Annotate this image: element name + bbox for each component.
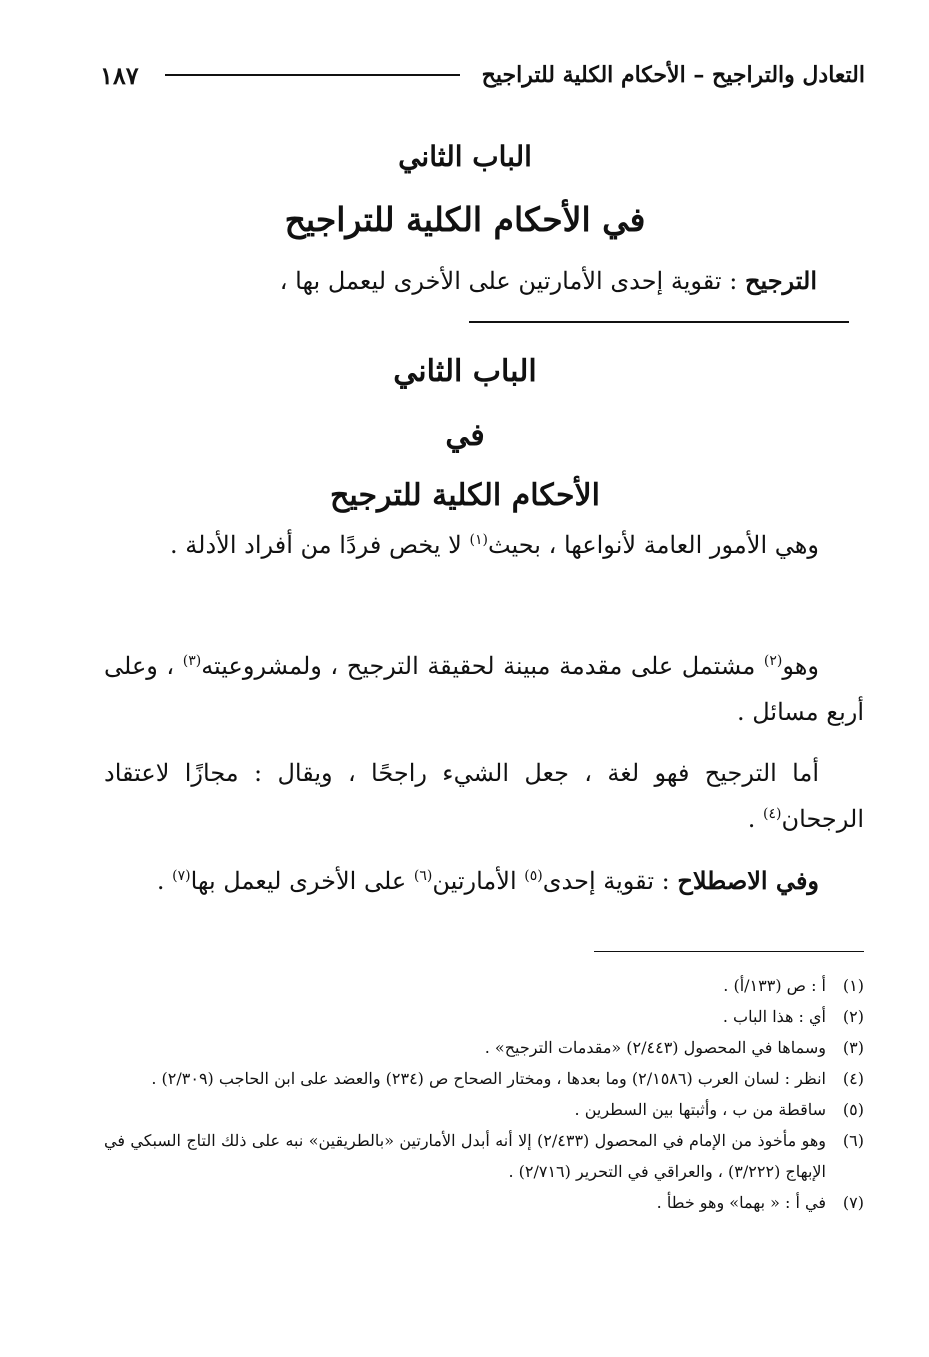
section-chapter-heading: الباب الثاني [393,354,537,389]
footnote-ref-4: (٤) [763,806,782,822]
footnote [104,1001,864,1032]
paragraph-3 [104,750,864,842]
p1-text-b: لا يخص فردًا من أفراد الأدلة . [170,531,470,559]
footnote-ref-6: (٦) [413,868,433,884]
footnote-text: ساقطة من ب ، وأثبتها بين السطرين . [574,1100,826,1119]
footnote-number: (٢) [842,1007,864,1026]
footnote [104,1125,864,1187]
margin-note-term: الترجيح [744,266,817,295]
p4-text-c: على الأخرى ليعمل بها [190,867,414,895]
paragraph-4 [104,858,864,904]
footnote-number: (١) [842,976,864,995]
footnote-text: في أ : « بهما» وهو خطأ . [656,1193,826,1212]
footnote-ref-2: (٢) [763,653,783,669]
p4-text-a: : تقوية إحدى [542,867,678,895]
paragraph-1 [104,522,864,568]
chapter-subheading: في الأحكام الكلية للتراجيح [284,200,646,239]
margin-note-rule [469,321,849,323]
footnote-text: وهو مأخوذ من الإمام في المحصول (٢/٤٣٣) إلا أنه أبدل الأمارتين «بالطريقين» نبه على ذلك التاج السبكي في الإبهاج (٣/٢٢٢) ، والعراقي في التحرير (٢/٧١٦) . [104,1131,827,1181]
footnote-number: (٧) [842,1193,864,1212]
footnote-number: (٣) [842,1038,864,1057]
footnote [104,970,864,1001]
p3-text-b: . [747,805,764,833]
footnote [104,1187,864,1218]
margin-note-definition: : تقوية إحدى الأمارتين على الأخرى ليعمل بها ، [279,267,745,295]
footnote-number: (٤) [842,1069,864,1088]
footnotes [104,970,864,1218]
footnote-text: وسماها في المحصول (٢/٤٤٣) «مقدمات الترجيح» . [484,1038,826,1057]
p2-text-b: مشتمل على مقدمة مبينة لحقيقة الترجيح ، ولمشروعيته [201,652,764,680]
footnote [104,1063,864,1094]
p2-text-c: ، وعلى أربع مسائل . [104,652,864,726]
footnote-number: (٦) [842,1131,864,1150]
p2-text-a: وهو [782,652,819,680]
footnote-text: أ : ص (١٣٣/أ) . [723,976,826,995]
running-title: التعادل والتراجيح – الأحكام الكلية للتراجيح [481,62,865,88]
p4-text-b: الأمارتين [432,867,525,895]
running-header [100,58,865,92]
footnote-ref-3: (٣) [182,653,202,669]
paragraph-2 [104,643,864,735]
p3-text-a: أما الترجيح فهو لغة ، جعل الشيء راجحًا ، ويقال : مجازًا لاعتقاد الرجحان [104,759,864,833]
section-fi-heading: في [445,418,485,453]
footnote [104,1094,864,1125]
footnote [104,1032,864,1063]
page-number: ١٨٧ [100,60,139,90]
header-rule [165,74,460,76]
p4-text-d: . [156,867,173,895]
margin-note [97,266,817,295]
chapter-heading: الباب الثاني [398,140,532,173]
p1-text-a: وهي الأمور العامة لأنواعها ، بحيث [487,531,819,559]
footnote-ref-5: (٥) [524,868,543,884]
footnote-text: انظر : لسان العرب (٢/١٥٨٦) وما بعدها ، ومختار الصحاح ص (٢٣٤) والعضد على ابن الحاجب (٢/٣٠٩) . [151,1069,826,1088]
p4-lead-term: وفي الاصطلاح [677,866,819,895]
section-title-heading: الأحكام الكلية للترجيح [330,478,600,513]
footnote-ref-7: (٧) [172,868,191,884]
footnote-number: (٥) [842,1100,864,1119]
footnote-separator [594,951,864,952]
footnote-text: أي : هذا الباب . [722,1007,826,1026]
footnote-ref-1: (١) [469,532,488,548]
